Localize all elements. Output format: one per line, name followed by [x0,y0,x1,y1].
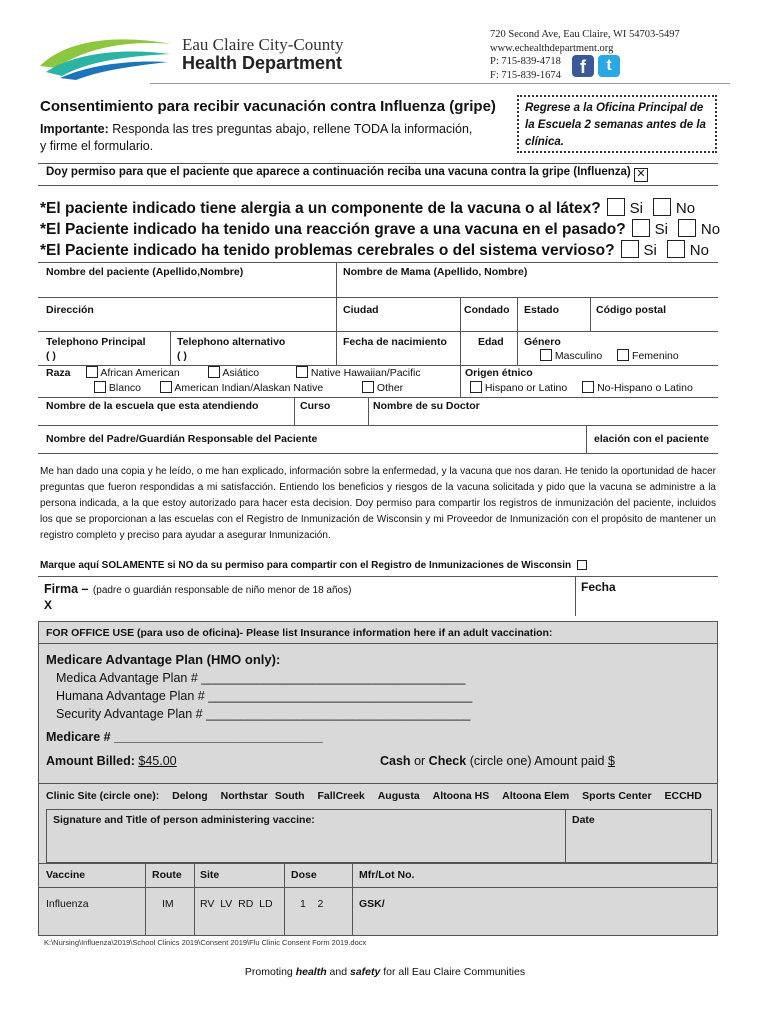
question-2-text: *El Paciente indicado ha tenido una reacción grave a una vacuna en el pasado? [40,221,626,238]
org-name-line1: Eau Claire City-County [182,35,344,54]
race-asian-checkbox[interactable] [208,366,220,378]
race-asian-label: Asiático [222,367,260,379]
race-american-indian-label: American Indian/Alaskan Native [174,382,324,394]
signature-date-label: Fecha [581,580,616,594]
footer-safety: safety [349,966,381,978]
race-label: Raza [46,367,71,379]
mfr-lot-cell[interactable]: GSK/ [359,898,385,910]
clinic-delong[interactable]: Delong [172,790,208,802]
zip-label: Código postal [596,304,666,316]
signature-x[interactable]: X [44,598,53,612]
clinic-sports-center[interactable]: Sports Center [582,790,652,802]
route-cell: IM [162,898,174,910]
gender-male-checkbox[interactable] [540,349,552,361]
age-label: Edad [478,336,504,348]
city-label: Ciudad [343,304,379,316]
medicare-advantage-label: Medicare Advantage Plan (HMO only): [46,652,281,667]
race-other-label: Other [376,382,404,394]
file-path: K:\Nursing\Influenza\2019\School Clinics 2019\Consent 2019\Flu Clinic Consent Form 2019.docx [44,938,367,947]
form-title: Consentimiento para recibir vacunación contra Influenza (gripe) [40,98,496,115]
medica-plan-field[interactable]: Medica Advantage Plan # ______________________________________ [56,671,466,685]
patient-name-label: Nombre del paciente (Apellido,Nombre) [46,266,244,278]
question-1-yes-label: Si [629,200,643,217]
site-cell[interactable]: RV LV RD LD [200,898,273,910]
dose-cell[interactable]: 1 2 [300,898,324,910]
security-plan-field[interactable]: Security Advantage Plan # ______________________________________ [56,707,471,721]
or-text: or [414,754,426,768]
clinic-south[interactable]: South [274,790,305,802]
amount-paid-label: (circle one) Amount paid [469,754,605,768]
phone-main-label: Telephono Principal [46,336,146,348]
footer-pre: Promoting [244,966,293,978]
clinic-site-label: Clinic Site (circle one): [46,790,160,802]
phone-alt-paren: ( ) [177,350,187,362]
fax-text: F: 715-839-1674 [490,69,561,81]
permission-text: Doy permiso para que el paciente que aparece a continuación reciba una vacuna contra la gripe (Influenza) [46,166,631,178]
clinic-altoona-elem[interactable]: Altoona Elem [502,790,570,802]
ethnic-label: Origen étnico [465,367,533,379]
race-american-indian-checkbox[interactable] [160,381,172,393]
birthdate-label: Fecha de nacimiento [343,336,447,348]
question-1-no-label: No [675,200,696,217]
question-2-no-label: No [700,221,721,238]
consent-text: Me han dado una copia y he leído, o me han explicado, información sobre la enfermedad, y la vacuna que nos daran. He tenido la oportunidad de hacer preguntas que fueron respondidas a mi satisfacción. Entiendo los beneficios y riesgos de la vacuna solicitada y pido que la vacuna se administre a la persona indicada, a la que estoy autorizado para hacer esta decision. Doy permiso para compartir los registros de inmunización del paciente, incluidos los que se proporcionan a las escuelas con el Registro de Inmunización de Wisconsin y mi Proveedor de Inmunización con el propósito de mantener un registro completo y preciso para ayudar a asegurar Inmunización. [40,466,716,541]
return-note-box [517,95,717,153]
facebook-icon[interactable]: f [572,55,594,77]
question-2-no-checkbox[interactable] [678,219,696,237]
race-white-label: Blanco [108,382,142,394]
phone-main-paren: ( ) [46,350,56,362]
footer-health: health [295,966,327,978]
question-3-no-checkbox[interactable] [667,240,685,258]
school-label: Nombre de la escuela que esta atendiendo [46,400,259,412]
doctor-label: Nombre de su Doctor [373,400,480,412]
relation-label: elación con el paciente [594,433,709,445]
logo [36,30,176,80]
question-3-no-label: No [689,242,709,259]
clinic-northstar[interactable]: Northstar [220,790,268,802]
amount-billed-label: Amount Billed: [46,754,135,768]
ethnic-hispanic-checkbox[interactable] [470,381,482,393]
ethnic-non-hispanic-label: No-Hispano o Latino [597,382,693,394]
vaccine-header: Vaccine [46,869,86,881]
race-african-american-label: African American [100,367,180,379]
important-label: Importante: [40,122,109,136]
clinic-augusta[interactable]: Augusta [377,790,420,802]
mfr-lot-header: Mfr/Lot No. [359,869,415,881]
important-text: Responda las tres preguntas abajo, rellene TODA la información, y firme el formulario. [40,122,473,153]
race-other-checkbox[interactable] [362,381,374,393]
registry-optout-checkbox[interactable] [577,560,587,570]
permission-checkbox[interactable]: ✕ [634,168,648,182]
clinic-site-row [46,790,702,802]
gender-female-checkbox[interactable] [617,349,629,361]
dose-header: Dose [291,869,317,881]
race-white-checkbox[interactable] [94,381,106,393]
mother-name-label: Nombre de Mama (Apellido, Nombre) [343,266,528,278]
race-african-american-checkbox[interactable] [86,366,98,378]
question-3-yes-checkbox[interactable] [621,240,639,258]
signature-label: Firma – [44,582,89,596]
cash-option[interactable]: Cash [380,754,411,768]
check-option[interactable]: Check [428,754,467,768]
question-1 [40,198,720,219]
signature-note: (padre o guardián responsable de niño menor de 18 años) [92,585,352,596]
site-header: Site [200,869,220,881]
gender-label: Género [524,336,561,348]
amount-paid-value[interactable]: $ [607,754,615,768]
clinic-altoona-hs[interactable]: Altoona HS [432,790,490,802]
office-use-header: FOR OFFICE USE (para uso de oficina)- Please list Insurance information here if an adult vaccination: [46,627,553,639]
question-1-text: *El paciente indicado tiene alergia a un componente de la vacuna o al látex? [40,200,601,217]
medicare-field[interactable]: Medicare # ______________________________ [46,730,323,744]
website-link[interactable]: www.echealthdepartment.org [490,42,614,54]
org-name-line2: Health Department [182,53,343,73]
registry-optout-text: Marque aquí SOLAMENTE si NO da su permiso para compartir con el Registro de Inmunizaciones de Wisconsin [40,560,572,571]
race-hawaiian-checkbox[interactable] [296,366,308,378]
admin-signature-label: Signature and Title of person administering vaccine: [53,814,315,826]
footer-and: and [329,966,348,978]
address-label: Dirección [46,304,94,316]
footer-post: for all Eau Claire Communities [383,966,526,978]
question-2-yes-checkbox[interactable] [632,219,650,237]
question-1-no-checkbox[interactable] [653,198,671,216]
admin-date-label: Date [572,814,595,826]
question-2-yes-label: Si [654,221,668,238]
guardian-label: Nombre del Padre/Guardián Responsable del Paciente [46,433,318,445]
question-3-yes-label: Si [643,242,657,259]
vaccine-cell: Influenza [46,898,89,910]
amount-billed-value: $45.00 [138,754,177,768]
ethnic-non-hispanic-checkbox[interactable] [582,381,594,393]
return-note: Regrese a la Oficina Principal de la Escuela 2 semanas antes de la clínica. [525,102,706,148]
clinic-ecchd[interactable]: ECCHD [664,790,702,802]
ethnic-hispanic-label: Hispano or Latino [484,382,568,394]
question-2 [40,219,720,240]
twitter-icon[interactable]: t [598,55,620,77]
humana-plan-field[interactable]: Humana Advantage Plan # ______________________________________ [56,689,473,703]
state-label: Estado [524,304,560,316]
phone-alt-label: Telephono alternativo [177,336,286,348]
footer-tagline [0,966,770,978]
gender-female-label: Femenino [632,350,679,362]
address-text: 720 Second Ave, Eau Claire, WI 54703-5497 [490,29,680,40]
gender-male-label: Masculino [554,350,603,362]
grade-label: Curso [300,400,331,412]
question-1-yes-checkbox[interactable] [607,198,625,216]
phone-text: P: 715-839-4718 [490,56,561,67]
county-label: Condado [464,304,510,316]
clinic-fallcreek[interactable]: FallCreek [317,790,365,802]
question-3 [40,240,720,261]
route-header: Route [152,869,182,881]
race-hawaiian-label: Native Hawaiian/Pacific [310,367,421,379]
question-3-text: *El Paciente indicado ha tenido problemas cerebrales o del sistema vervioso? [40,242,615,259]
